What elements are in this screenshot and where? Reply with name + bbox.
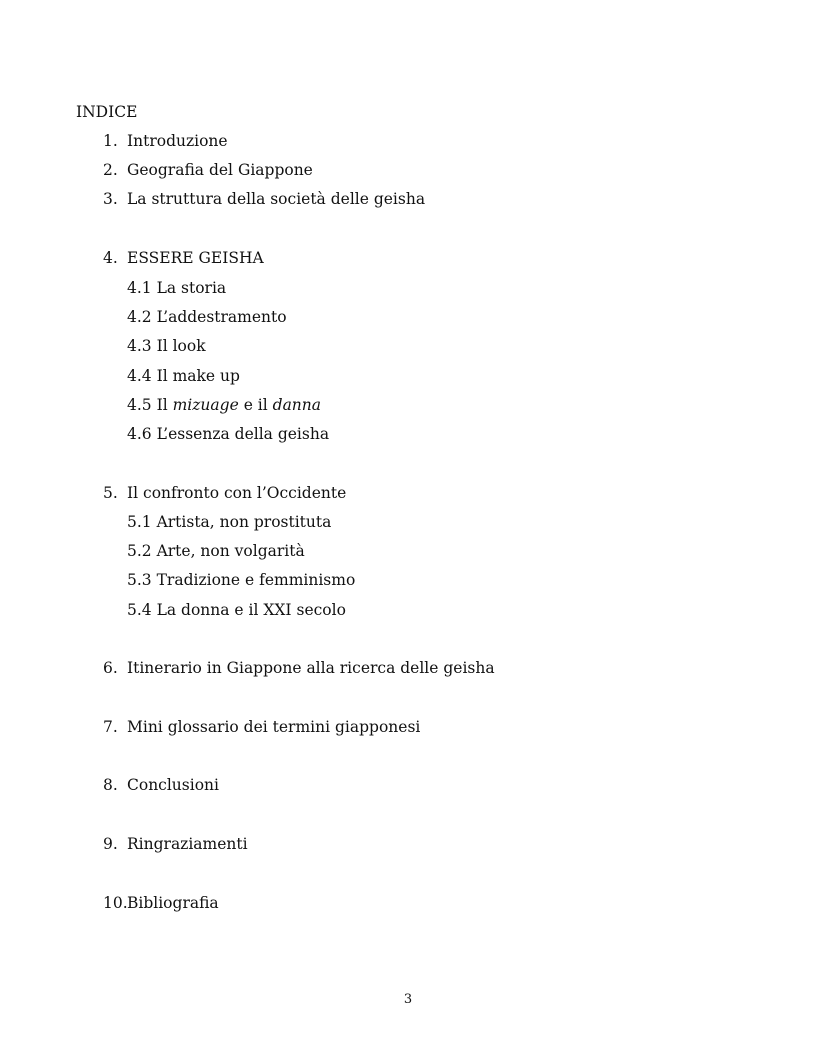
toc-subitem-4-3: 4.3 Il look	[127, 337, 206, 355]
toc-item-number: 5.	[103, 484, 118, 502]
toc-item-label: Conclusioni	[127, 776, 219, 794]
toc-subitem-conjunction: e il	[243, 396, 268, 414]
toc-item-number: 9.	[103, 835, 118, 853]
toc-item-label: Geografia del Giappone	[127, 161, 313, 179]
toc-subitem-4-6: 4.6 L’essenza della geisha	[127, 425, 330, 443]
toc-subitem-5-3: 5.3 Tradizione e femminismo	[127, 571, 356, 589]
toc-item-label: Ringraziamenti	[127, 835, 248, 853]
toc-item-5	[0, 483, 816, 503]
toc-subitem-4-5	[127, 395, 321, 415]
toc-item-label: La struttura della società delle geisha	[127, 190, 426, 208]
toc-subitem-term-mizuage: mizuage	[172, 396, 239, 414]
toc-item-label: ESSERE GEISHA	[127, 249, 264, 267]
toc-item-number: 10.	[103, 894, 128, 912]
toc-item-number: 4.	[103, 249, 118, 267]
toc-item-number: 1.	[103, 132, 118, 150]
toc-subitem-5-1: 5.1 Artista, non prostituta	[127, 513, 332, 531]
toc-item-label: Itinerario in Giappone alla ricerca delle geisha	[127, 659, 495, 677]
toc-subitem-4-2: 4.2 L’addestramento	[127, 308, 287, 326]
toc-item-number: 3.	[103, 190, 118, 208]
toc-item-8	[0, 775, 816, 795]
toc-subitem-term-danna: danna	[272, 396, 322, 414]
toc-item-label: Il confronto con l’Occidente	[127, 484, 347, 502]
toc-subitem-5-4: 5.4 La donna e il XXI secolo	[127, 601, 346, 619]
toc-subitem-prefix: 4.5 Il	[127, 396, 168, 414]
toc-item-number: 8.	[103, 776, 118, 794]
toc-item-1	[0, 131, 816, 151]
toc-title: INDICE	[76, 103, 138, 121]
toc-item-7	[0, 717, 816, 737]
toc-item-number: 6.	[103, 659, 118, 677]
toc-item-label: Bibliografia	[127, 894, 219, 912]
toc-item-label: Mini glossario dei termini giapponesi	[127, 718, 421, 736]
page-number: 3	[403, 992, 413, 1007]
toc-item-label: Introduzione	[127, 132, 228, 150]
toc-item-9	[0, 834, 816, 854]
toc-item-number: 2.	[103, 161, 118, 179]
toc-item-6	[0, 658, 816, 678]
toc-item-10	[0, 893, 816, 913]
toc-subitem-4-4: 4.4 Il make up	[127, 367, 240, 385]
toc-subitem-4-1: 4.1 La storia	[127, 279, 227, 297]
toc-item-number: 7.	[103, 718, 118, 736]
toc-item-4	[0, 248, 816, 268]
toc-subitem-5-2: 5.2 Arte, non volgarità	[127, 542, 305, 560]
toc-item-3	[0, 189, 816, 209]
toc-item-2	[0, 160, 816, 180]
